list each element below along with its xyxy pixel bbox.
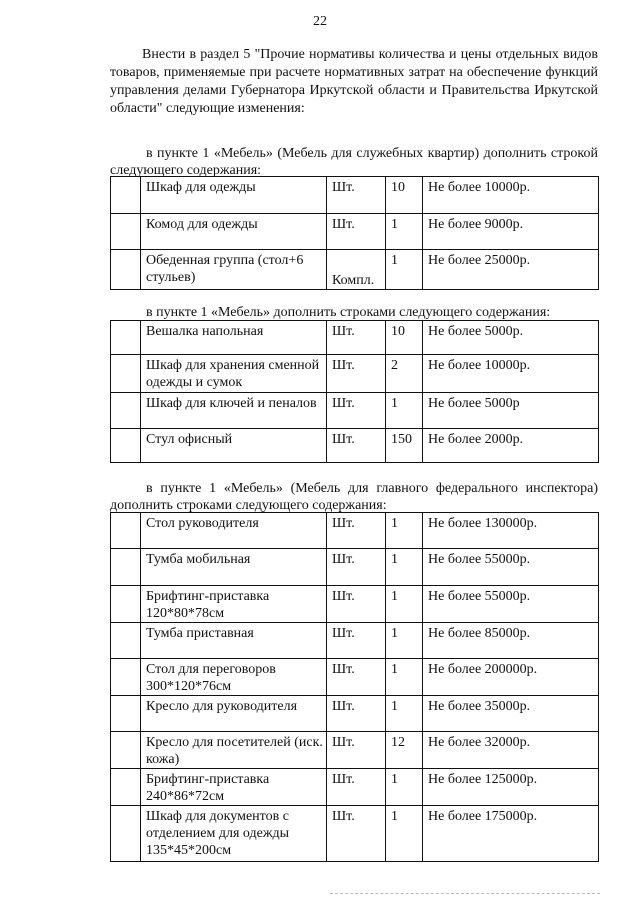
item-unit: Шт. bbox=[327, 696, 386, 732]
item-unit: Шт. bbox=[327, 355, 386, 393]
row-number bbox=[111, 177, 141, 214]
item-price: Не более 55000р. bbox=[423, 586, 599, 623]
item-unit: Шт. bbox=[327, 549, 386, 586]
section-2-table bbox=[110, 320, 599, 463]
row-number bbox=[111, 250, 141, 290]
item-qty: 10 bbox=[386, 321, 423, 355]
table-row bbox=[111, 806, 599, 862]
item-unit: Шт. bbox=[327, 623, 386, 659]
item-qty: 1 bbox=[386, 623, 423, 659]
item-name: Брифтинг-приставка 120*80*78см bbox=[141, 586, 327, 623]
table-row bbox=[111, 549, 599, 586]
item-unit: Шт. bbox=[327, 429, 386, 463]
table-row bbox=[111, 696, 599, 732]
item-qty: 2 bbox=[386, 355, 423, 393]
item-unit: Шт. bbox=[327, 513, 386, 549]
item-name: Шкаф для ключей и пеналов bbox=[141, 393, 327, 429]
item-qty: 1 bbox=[386, 696, 423, 732]
item-name: Шкаф для одежды bbox=[141, 177, 327, 214]
row-number bbox=[111, 586, 141, 623]
item-qty: 12 bbox=[386, 732, 423, 769]
row-number bbox=[111, 513, 141, 549]
row-number bbox=[111, 355, 141, 393]
item-unit: Шт. bbox=[327, 732, 386, 769]
item-name: Тумба мобильная bbox=[141, 549, 327, 586]
item-unit: Шт. bbox=[327, 393, 386, 429]
row-number bbox=[111, 769, 141, 806]
page-number: 22 bbox=[313, 14, 327, 29]
section-3-table bbox=[110, 512, 599, 862]
item-price: Не более 200000р. bbox=[423, 659, 599, 696]
row-number bbox=[111, 393, 141, 429]
item-price: Не более 32000р. bbox=[423, 732, 599, 769]
table-row bbox=[111, 250, 599, 290]
item-qty: 1 bbox=[386, 513, 423, 549]
item-qty: 1 bbox=[386, 659, 423, 696]
table-row bbox=[111, 513, 599, 549]
item-price: Не более 130000р. bbox=[423, 513, 599, 549]
item-unit: Шт. bbox=[327, 321, 386, 355]
item-qty: 1 bbox=[386, 250, 423, 290]
section-3-lead: в пункте 1 «Мебель» (Мебель для главного федерального инспектора) дополнить строками следующего содержания: bbox=[110, 481, 598, 513]
intro-paragraph: Внести в раздел 5 "Прочие нормативы количества и цены отдельных видов товаров, применяемые при расчете нормативных затрат на обеспечение функций управления делами Губернатора Иркутской области и Правительства Иркутской области" следующие изменения: bbox=[110, 47, 598, 116]
item-unit: Шт. bbox=[327, 586, 386, 623]
item-price: Не более 175000р. bbox=[423, 806, 599, 862]
item-qty: 1 bbox=[386, 769, 423, 806]
item-qty: 10 bbox=[386, 177, 423, 214]
item-unit: Шт. bbox=[327, 177, 386, 214]
row-number bbox=[111, 549, 141, 586]
item-price: Не более 2000р. bbox=[423, 429, 599, 463]
row-number bbox=[111, 732, 141, 769]
section-1-lead: в пункте 1 «Мебель» (Мебель для служебных квартир) дополнить строкой следующего содержания: bbox=[110, 146, 598, 178]
table-row bbox=[111, 659, 599, 696]
row-number bbox=[111, 659, 141, 696]
item-price: Не более 35000р. bbox=[423, 696, 599, 732]
table-row bbox=[111, 769, 599, 806]
item-price: Не более 9000р. bbox=[423, 214, 599, 250]
item-name: Обеденная группа (стол+6 стульев) bbox=[141, 250, 327, 290]
item-name: Брифтинг-приставка 240*86*72см bbox=[141, 769, 327, 806]
footer-divider bbox=[330, 893, 600, 894]
item-price: Не более 85000р. bbox=[423, 623, 599, 659]
table-row bbox=[111, 355, 599, 393]
table-row bbox=[111, 429, 599, 463]
item-qty: 1 bbox=[386, 393, 423, 429]
item-name: Стол для переговоров 300*120*76см bbox=[141, 659, 327, 696]
item-name: Стол руководителя bbox=[141, 513, 327, 549]
item-price: Не более 10000р. bbox=[423, 177, 599, 214]
item-name: Стул офисный bbox=[141, 429, 327, 463]
table-row bbox=[111, 623, 599, 659]
item-price: Не более 125000р. bbox=[423, 769, 599, 806]
row-number bbox=[111, 696, 141, 732]
item-price: Не более 10000р. bbox=[423, 355, 599, 393]
item-qty: 1 bbox=[386, 586, 423, 623]
item-name: Кресло для руководителя bbox=[141, 696, 327, 732]
item-price: Не более 5000р bbox=[423, 393, 599, 429]
section-1-table bbox=[110, 176, 599, 290]
item-unit: Компл. bbox=[327, 250, 386, 290]
table-row bbox=[111, 586, 599, 623]
item-qty: 1 bbox=[386, 549, 423, 586]
row-number bbox=[111, 429, 141, 463]
item-name: Шкаф для хранения сменной одежды и сумок bbox=[141, 355, 327, 393]
table-row bbox=[111, 393, 599, 429]
row-number bbox=[111, 623, 141, 659]
item-qty: 1 bbox=[386, 806, 423, 862]
item-name: Тумба приставная bbox=[141, 623, 327, 659]
item-price: Не более 25000р. bbox=[423, 250, 599, 290]
item-name: Кресло для посетителей (иск. кожа) bbox=[141, 732, 327, 769]
table-row bbox=[111, 321, 599, 355]
table-row bbox=[111, 214, 599, 250]
item-unit: Шт. bbox=[327, 806, 386, 862]
table-row bbox=[111, 732, 599, 769]
item-name: Вешалка напольная bbox=[141, 321, 327, 355]
item-unit: Шт. bbox=[327, 214, 386, 250]
item-qty: 150 bbox=[386, 429, 423, 463]
item-price: Не более 5000р. bbox=[423, 321, 599, 355]
item-unit: Шт. bbox=[327, 769, 386, 806]
table-row bbox=[111, 177, 599, 214]
row-number bbox=[111, 214, 141, 250]
row-number bbox=[111, 321, 141, 355]
item-name: Комод для одежды bbox=[141, 214, 327, 250]
row-number bbox=[111, 806, 141, 862]
item-unit: Шт. bbox=[327, 659, 386, 696]
section-2-lead: в пункте 1 «Мебель» дополнить строками следующего содержания: bbox=[146, 305, 551, 320]
item-qty: 1 bbox=[386, 214, 423, 250]
item-name: Шкаф для документов с отделением для одежды 135*45*200см bbox=[141, 806, 327, 862]
item-price: Не более 55000р. bbox=[423, 549, 599, 586]
